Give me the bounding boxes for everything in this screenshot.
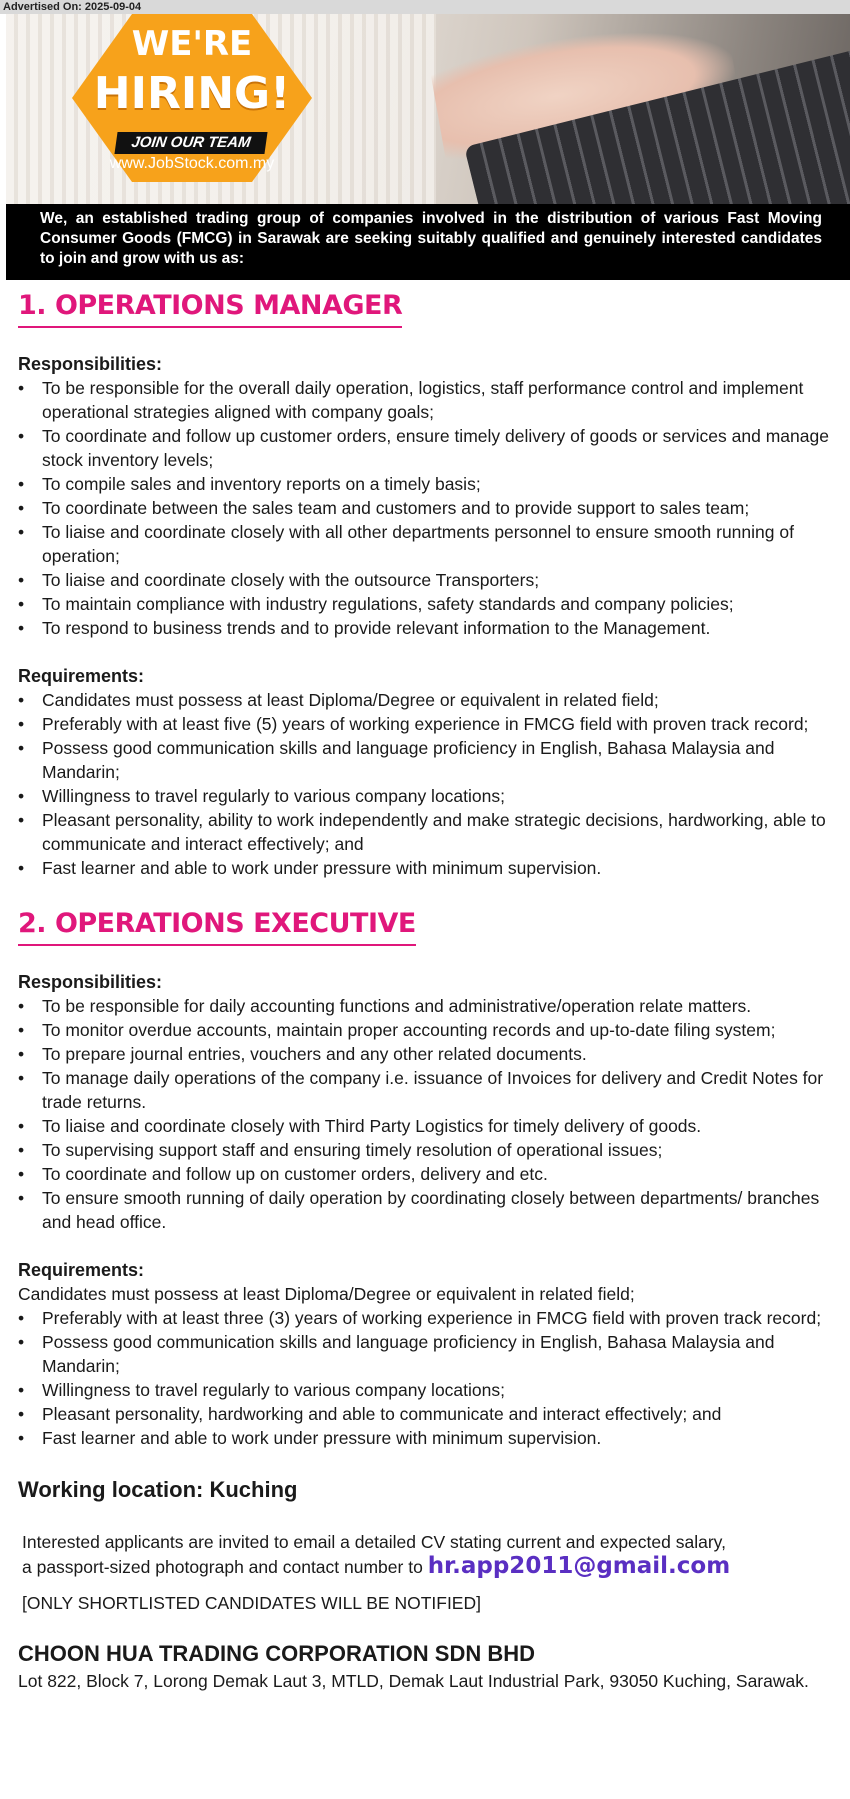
requirements-lead: Candidates must possess at least Diploma/Degree or equivalent in related field;	[18, 1284, 635, 1304]
intro-panel	[6, 204, 850, 280]
list-item: • Preferably with at least three (3) years of working experience in FMCG field with proven track record;	[18, 1306, 848, 1330]
list-item: • To manage daily operations of the company i.e. issuance of Invoices for delivery and Credit Notes for trade returns.	[18, 1066, 848, 1114]
responsibilities-list	[18, 376, 848, 640]
job-listing	[18, 286, 848, 1693]
list-item: • To coordinate and follow up on customer orders, delivery and etc.	[18, 1162, 848, 1186]
list-item: • Fast learner and able to work under pressure with minimum supervision.	[18, 1426, 848, 1450]
job-title-operations-manager: 1. OPERATIONS MANAGER	[18, 286, 402, 328]
contact-email-link[interactable]: hr.app2011@gmail.com	[427, 1553, 731, 1579]
requirements-list	[18, 688, 848, 880]
intro-text: We, an established trading group of companies involved in the distribution of various Fast Moving Consumer Goods (FMCG) in Sarawak are seeking suitably qualified and genuinely interested candidates to join and grow with us as:	[40, 210, 822, 267]
list-item: • To liaise and coordinate closely with all other departments personnel to ensure smooth running of operation;	[18, 520, 848, 568]
list-item: • Possess good communication skills and language proficiency in English, Bahasa Malaysia and Mandarin;	[18, 1330, 848, 1378]
working-location: Working location: Kuching	[18, 1477, 298, 1502]
apply-instructions-line2	[18, 1554, 848, 1579]
badge-tagline: JOIN OUR TEAM	[114, 132, 267, 154]
requirements-heading: Requirements:	[18, 1260, 145, 1280]
apply-instructions-text: a passport-sized photograph and contact number to	[22, 1557, 423, 1577]
apply-instructions-line1: Interested applicants are invited to email a detailed CV stating current and expected salary,	[22, 1532, 726, 1552]
list-item: • Preferably with at least five (5) years of working experience in FMCG field with proven track record;	[18, 712, 848, 736]
list-item: • To be responsible for the overall daily operation, logistics, staff performance control and implement operational strategies aligned with company goals;	[18, 376, 848, 424]
list-item: • To be responsible for daily accounting functions and administrative/operation relate matters.	[18, 994, 848, 1018]
list-item: • To respond to business trends and to provide relevant information to the Management.	[18, 616, 848, 640]
advertised-date: Advertised On: 2025-09-04	[0, 0, 850, 14]
list-item: • Fast learner and able to work under pressure with minimum supervision.	[18, 856, 848, 880]
list-item: • Candidates must possess at least Diploma/Degree or equivalent in related field;	[18, 688, 848, 712]
badge-line1: WE'RE	[131, 24, 253, 64]
list-item: • Pleasant personality, ability to work independently and make strategic decisions, hardworking, able to communicate and interact effectively; and	[18, 808, 848, 856]
list-item: • To compile sales and inventory reports on a timely basis;	[18, 472, 848, 496]
list-item: • To coordinate and follow up customer orders, ensure timely delivery of goods or services and manage stock inventory levels;	[18, 424, 848, 472]
list-item: • To ensure smooth running of daily operation by coordinating closely between departments/ branches and head office.	[18, 1186, 848, 1234]
list-item: • To maintain compliance with industry regulations, safety standards and company policies;	[18, 592, 848, 616]
requirements-heading: Requirements:	[18, 666, 145, 686]
list-item: • To coordinate between the sales team and customers and to provide support to sales team;	[18, 496, 848, 520]
badge-website: www.JobStock.com.my	[109, 155, 275, 172]
responsibilities-heading: Responsibilities:	[18, 972, 163, 992]
list-item: • To prepare journal entries, vouchers and any other related documents.	[18, 1042, 848, 1066]
list-item: • Willingness to travel regularly to various company locations;	[18, 784, 848, 808]
hiring-badge	[72, 14, 312, 182]
job-title-operations-executive: 2. OPERATIONS EXECUTIVE	[18, 904, 416, 946]
responsibilities-list	[18, 994, 848, 1234]
responsibilities-heading: Responsibilities:	[18, 354, 163, 374]
list-item: • To liaise and coordinate closely with Third Party Logistics for timely delivery of goods.	[18, 1114, 848, 1138]
badge-line2: HIRING!	[93, 68, 291, 119]
list-item: • Pleasant personality, hardworking and able to communicate and interact effectively; and	[18, 1402, 848, 1426]
list-item: • Possess good communication skills and language proficiency in English, Bahasa Malaysia and Mandarin;	[18, 736, 848, 784]
list-item: • To monitor overdue accounts, maintain proper accounting records and up-to-date filing system;	[18, 1018, 848, 1042]
shortlist-notice: [ONLY SHORTLISTED CANDIDATES WILL BE NOTIFIED]	[22, 1593, 481, 1613]
company-name: CHOON HUA TRADING CORPORATION SDN BHD	[18, 1641, 535, 1666]
list-item: • To liaise and coordinate closely with the outsource Transporters;	[18, 568, 848, 592]
list-item: • Willingness to travel regularly to various company locations;	[18, 1378, 848, 1402]
company-address: Lot 822, Block 7, Lorong Demak Laut 3, MTLD, Demak Laut Industrial Park, 93050 Kuching, Sarawak.	[18, 1671, 809, 1691]
requirements-list	[18, 1306, 848, 1450]
list-item: • To supervising support staff and ensuring timely resolution of operational issues;	[18, 1138, 848, 1162]
